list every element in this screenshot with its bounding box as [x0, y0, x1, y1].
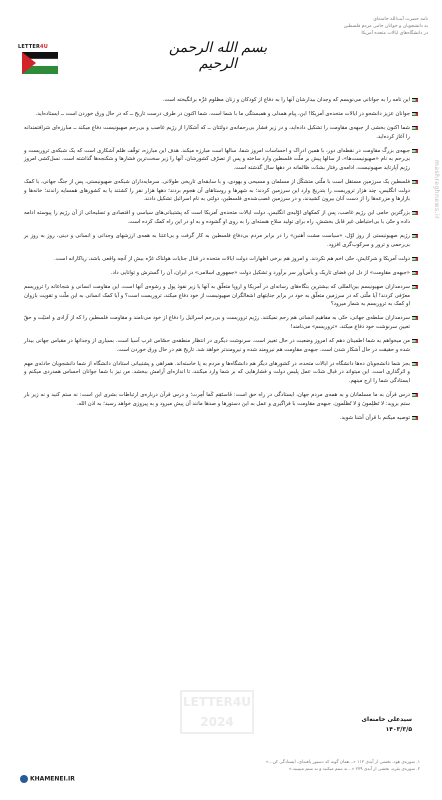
paragraph: شما اکنون بخشی از جبهه‌ی مقاومت را تشکیل داده‌اید، و در زیر فشار بی‌رحمانه‌ی دولتتان ــ که آشکارا از رژیم غاصب و بی‌رحم صهیونیست دفاع میکند ــ مبارزه‌ای شرافتمندانه را آغاز کرده‌اید. — [24, 124, 418, 141]
brand-mark-icon — [20, 775, 28, 783]
letter4u-watermark: LETTER4U 2024 — [180, 690, 254, 734]
footnote: ۲. سوره‌ی بقره، بخشی از آیه‌ی ۲۷۹ «...نه ستم میکنید و نه ستم میبینید.» — [288, 766, 420, 772]
paragraph: سردمداران صهیونیسم بین‌المللی که بیشترین بنگاه‌های رسانه‌ای در آمریکا و اروپا متعلّق به آنها یا زیر نفوذ پول و رشوه‌ی آنها است، این مقاومت انسانی و شجاعانه را تروریسم معرّفی کردند! آیا ملّتی که در سرزمین متعلّق به خود در برابر جنایتهای اشغالگران صهیونیست از خود دفاع میکند، تروریست است؟ و آیا کمک انسانی به این ملّت و تقویت بازوان او کمک به تروریسم به شمار میرود؟ — [24, 283, 418, 309]
paragraph: من میخواهم به شما اطمینان دهم که امروز وضعیت در حال تغییر است. سرنوشت دیگری در انتظار منطقه‌ی حسّاس غرب آسیا است. بسیاری از وجدانها در مقیاس جهانی بیدار شده و حقیقت در حال آشکار شدن است. جبهه‌ی مقاومت هم نیرومند شده و نیرومندتر خواهد شد. تاریخ هم در حال ورق خوردن است. — [24, 337, 418, 354]
flag-bullet-icon — [412, 362, 418, 366]
flag-bullet-icon — [412, 257, 418, 261]
flag-bullet-icon — [412, 112, 418, 116]
flag-bullet-icon — [412, 316, 418, 320]
flag-bullet-icon — [412, 98, 418, 102]
flag-bullet-icon — [412, 180, 418, 184]
paragraph: دولت آمریکا و شرکایش، حتّی اخم هم نکردند. و امروز هم برخی اظهارات دولت ایالات متحده در قبال جنایات هولناک غزّه بیش از آنچه واقعی باشد، ریاکارانه است. — [24, 255, 418, 264]
flag-bullet-icon — [412, 149, 418, 153]
subject-line: به دانشجویان و جوانان حامی مردم فلسطین — [343, 24, 428, 29]
source-watermark-url: mashreghnews.ir — [433, 160, 440, 220]
flag-bullet-icon — [412, 211, 418, 215]
paragraph: درس قرآن به ما مسلمانان و به همه‌ی مردم جهان، ایستادگی در راه حق است: فَاستَقِم کَما اُمِرت؛ و درس قرآن درباره‌ی ارتباطات بشری این است: نه ستم کنید و نه زیر بار ستم بروید: لا تَظلِمونَ وَ لا تُظلَمون. جبهه‌ی مقاومت با فراگیری و عمل به این دستورها و صدها مانند آن پیش میرود و به پیروزی خواهد رسید؛ به اذن الله. — [24, 391, 418, 408]
subject-line: در دانشگاه‌های ایالات متحده آمریکا — [361, 31, 428, 36]
basmala-calligraphy: بسم الله الرحمن الرحیم — [168, 40, 268, 72]
logo-text: LETTER4U — [18, 44, 48, 50]
signature-name: سیدعلی خامنه‌ای — [361, 716, 412, 723]
paragraph: سردمداران سلطه‌ی جهانی، حتّی به مفاهیم انسانی هم رحم نمیکنند. رژیم تروریست و بی‌رحم اسرائیل را دفاع از خود می‌نامند و مقاومت فلسطین را که از آزادی و امنیّت و حقّ تعیین سرنوشت خود دفاع میکند، «تروریسم» می‌نامند! — [24, 314, 418, 331]
letter-header — [0, 0, 442, 92]
palestine-map-icon — [20, 50, 60, 76]
flag-bullet-icon — [412, 234, 418, 238]
letter-body — [24, 96, 418, 428]
brand-text: KHAMENEI.IR — [30, 775, 75, 783]
signature-date: ۱۴۰۳/۳/۵ — [385, 726, 412, 733]
flag-bullet-icon — [412, 285, 418, 289]
paragraph: جوانان عزیز دانشجو در ایالات متحده‌ی آمریکا! این، پیام همدلی و همبستگی ما با شما است. شما اکنون در طرف درست تاریخ ــ که در حال ورق خوردن است ــ ایستاده‌اید. — [24, 110, 418, 119]
footnote: ۱. سوره‌ی هود، بخشی از آیه‌ی ۱۱۲ «...همان گونه که دستور یافته‌ای، ایستادگی کن...» — [265, 760, 420, 765]
flag-bullet-icon — [412, 393, 418, 397]
flag-bullet-icon — [412, 271, 418, 275]
paragraph: فلسطین یک سرزمین مستقل است با ملّتی متشکّل از مسلمان و مسیحی و یهودی، و با سابقه‌ای تاریخی طولانی. سرمایه‌داران شبکه‌ی صهیونیستی، پس از جنگ جهانی، با کمک دولت انگلیس، چند هزار تروریست را بتدریج وارد این سرزمین کردند؛ به شهرها و روستاهای آن هجوم بردند؛ دهها هزار نفر را کشتند یا به کشورهای همسایه راندند؛ خانه‌ها و بازارها و مزرعه‌ها را از دست آنان بیرون کشیدند، و در سرزمین غصب‌شده‌ی فلسطین، دولتی به نام اسرائیل تشکیل دادند. — [24, 178, 418, 204]
paragraph: جبهه‌ی بزرگ مقاومت در نقطه‌ای دور، با همین ادراک و احساسات امروز شما، سالها است مبارزه میکند. هدف این مبارزه، توقّف ظلم آشکاری است که یک شبکه‌ی تروریست و بی‌رحم به نام «صهیونیست‌ها»، از سالها پیش بر ملّت فلسطین وارد ساخته و پس از تصرّف کشورشان، آنها را زیر سخت‌ترین فشارها و شکنجه‌ها گذاشته است. نسل‌کشی امروز رژیم آپارتاید صهیونیست، ادامه‌ی رفتار بشدّت ظالمانه در دهها سال گذشته است. — [24, 147, 418, 173]
brand-logo — [20, 775, 75, 783]
letter4u-logo — [18, 10, 72, 76]
paragraph: توصیه میکنم با قرآن آشنا شوید. — [24, 414, 418, 423]
paragraph: بجز شما دانشجویان ده‌ها دانشگاه در ایالات متحده، در کشورهای دیگر هم دانشگاه‌ها و مردم به پا خاسته‌اند. همراهی و پشتیبانی استادان دانشگاه از شما دانشجویان حادثه‌ی مهم و اثرگذاری است. این میتواند در قبال شدّت عمل پلیس دولت و فشارهایی که بر شما وارد میکنند، تا اندازه‌ای آرامش ببخشد. من نیز با شما جوانان احساس همدردی میکنم و ایستادگی شما را ارج مینهم. — [24, 360, 418, 386]
flag-bullet-icon — [412, 126, 418, 130]
signature-block — [362, 715, 412, 735]
paragraph: بزرگترین حامی این رژیم غاصب، پس از کمکهای اوّلیه‌ی انگلیس، دولت ایالات متحده‌ی آمریکا است که پشتیبانی‌های سیاسی و اقتصادی و تسلیحاتی از آن رژیم را پیوسته ادامه داده و حتّی با بی‌احتیاطی غیر قابل بخشش، راه برای تولید سلاح هسته‌ای را به روی او گشوده و به او در این راه کمک کرده است. — [24, 209, 418, 226]
flag-bullet-icon — [412, 416, 418, 420]
letter-subject — [308, 16, 428, 37]
footnotes — [250, 760, 420, 773]
flag-bullet-icon — [412, 339, 418, 343]
paragraph: این نامه را به جوانانی می‌نویسم که وجدان بیدارشان آنها را به دفاع از کودکان و زنان مظلوم غزّه برانگیخته است. — [24, 96, 418, 105]
paragraph: «جبهه‌ی مقاومت» از دل این فضای تاریک و یأس‌آور سر برآورد و تشکیل دولت «جمهوری اسلامی» در ایران، آن را گسترش و توانایی داد. — [24, 269, 418, 278]
subject-line: نامه حضرت آیت‌الله خامنه‌ای — [373, 17, 428, 22]
paragraph: رژیم صهیونیستی از روز اوّل، «سیاست مشت آهنین» را در برابر مردم بی‌دفاع فلسطین به کار گرفت و بی‌اعتنا به همه‌ی ارزشهای وجدانی و انسانی و دینی، روز به روز بر بی‌رحمی و ترور و سرکوب‌گری افزود. — [24, 232, 418, 249]
